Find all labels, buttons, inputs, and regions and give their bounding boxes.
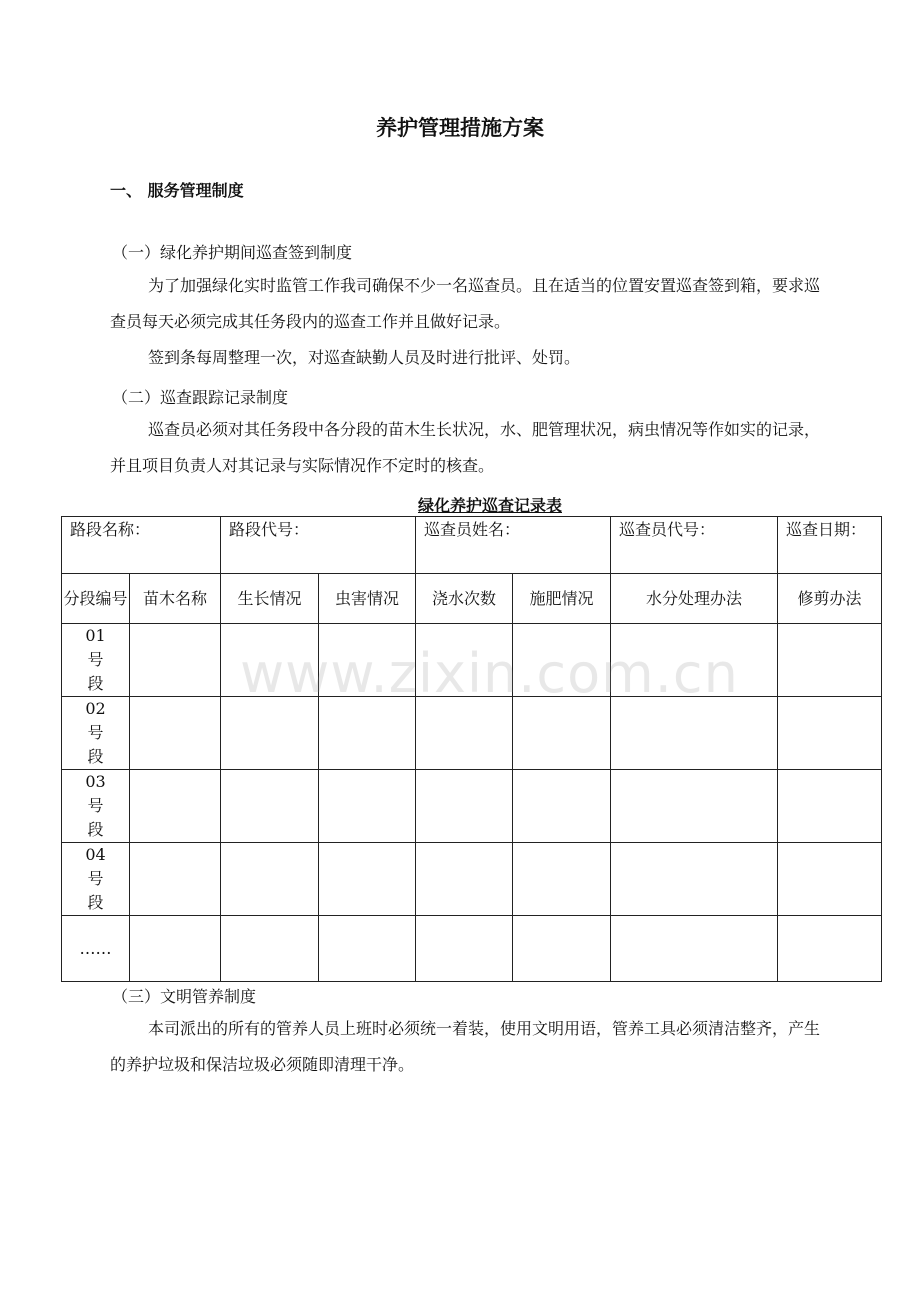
segment-number: 04 号 段 — [62, 843, 130, 916]
segment-number: 01 号 段 — [62, 624, 130, 697]
table-cell — [416, 770, 513, 843]
table-cell — [611, 624, 778, 697]
column-header: 苗木名称 — [130, 574, 221, 624]
table-cell — [221, 916, 319, 982]
road-code-label: 路段代号： — [221, 517, 416, 574]
table-cell — [221, 843, 319, 916]
table-cell — [130, 770, 221, 843]
page-title: 养护管理措施方案 — [376, 115, 544, 140]
table-cell — [319, 770, 416, 843]
inspection-record-table — [61, 516, 882, 982]
table-title: 绿化养护巡查记录表 — [417, 496, 562, 515]
table-cell — [513, 843, 611, 916]
table-cell — [611, 843, 778, 916]
table-cell — [778, 843, 882, 916]
table-cell — [416, 916, 513, 982]
table-cell — [513, 697, 611, 770]
inspector-code-label: 巡查员代号： — [611, 517, 778, 574]
paragraph-text: 签到条每周整理一次，对巡查缺勤人员及时进行批评、处罚。 — [148, 348, 581, 367]
table-cell — [513, 770, 611, 843]
subsection-heading-3: （三）文明管养制度 — [112, 987, 257, 1006]
table-cell — [611, 770, 778, 843]
segment-number: 02 号 段 — [62, 697, 130, 770]
road-name-label: 路段名称： — [62, 517, 221, 574]
table-cell — [513, 916, 611, 982]
column-header: 虫害情况 — [319, 574, 416, 624]
table-cell — [778, 770, 882, 843]
table-cell — [416, 697, 513, 770]
table-cell — [221, 624, 319, 697]
table-cell — [778, 916, 882, 982]
table-cell — [611, 697, 778, 770]
table-cell — [416, 843, 513, 916]
paragraph — [110, 1011, 830, 1083]
table-row — [62, 843, 882, 916]
table-row — [62, 697, 882, 770]
header-row — [62, 574, 882, 624]
table-cell — [319, 624, 416, 697]
table-cell — [778, 624, 882, 697]
info-row — [62, 517, 882, 574]
table-cell — [319, 697, 416, 770]
column-header: 分段编号 — [62, 574, 130, 624]
section-heading: 一、 服务管理制度 — [110, 181, 244, 200]
paragraph — [110, 340, 830, 376]
paragraph — [110, 268, 830, 340]
table-cell — [513, 624, 611, 697]
inspector-name-label: 巡查员姓名： — [416, 517, 611, 574]
table-cell — [611, 916, 778, 982]
table-row — [62, 624, 882, 697]
table-cell — [130, 624, 221, 697]
table-cell — [130, 916, 221, 982]
paragraph-text: 巡查员必须对其任务段中各分段的苗木生长状况，水、肥管理状况，病虫情况等作如实的记录，并且项目负责人对其记录与实际情况作不定时的核查。 — [110, 420, 821, 475]
column-header: 修剪办法 — [778, 574, 882, 624]
segment-ellipsis: …… — [62, 916, 130, 982]
table-cell — [416, 624, 513, 697]
table-row — [62, 916, 882, 982]
subsection-heading-1: （一）绿化养护期间巡查签到制度 — [112, 243, 353, 262]
column-header: 施肥情况 — [513, 574, 611, 624]
column-header: 水分处理办法 — [611, 574, 778, 624]
paragraph-text: 为了加强绿化实时监管工作我司确保不少一名巡查员。且在适当的位置安置巡查签到箱，要求巡查员每天必须完成其任务段内的巡查工作并且做好记录。 — [110, 276, 821, 331]
table-cell — [130, 697, 221, 770]
table-cell — [319, 916, 416, 982]
table-cell — [778, 697, 882, 770]
inspect-date-label: 巡查日期： — [778, 517, 882, 574]
table-cell — [221, 697, 319, 770]
column-header: 浇水次数 — [416, 574, 513, 624]
subsection-heading-2: （二）巡查跟踪记录制度 — [112, 388, 289, 407]
paragraph-text: 本司派出的所有的管养人员上班时必须统一着装，使用文明用语，管养工具必须清洁整齐，产生的养护垃圾和保洁垃圾必须随即清理干净。 — [110, 1019, 821, 1074]
table-row — [62, 770, 882, 843]
segment-number: 03 号 段 — [62, 770, 130, 843]
table-cell — [130, 843, 221, 916]
paragraph — [110, 412, 830, 484]
table-cell — [221, 770, 319, 843]
column-header: 生长情况 — [221, 574, 319, 624]
watermark: www.zixin.com.cn — [240, 642, 739, 705]
table-cell — [319, 843, 416, 916]
